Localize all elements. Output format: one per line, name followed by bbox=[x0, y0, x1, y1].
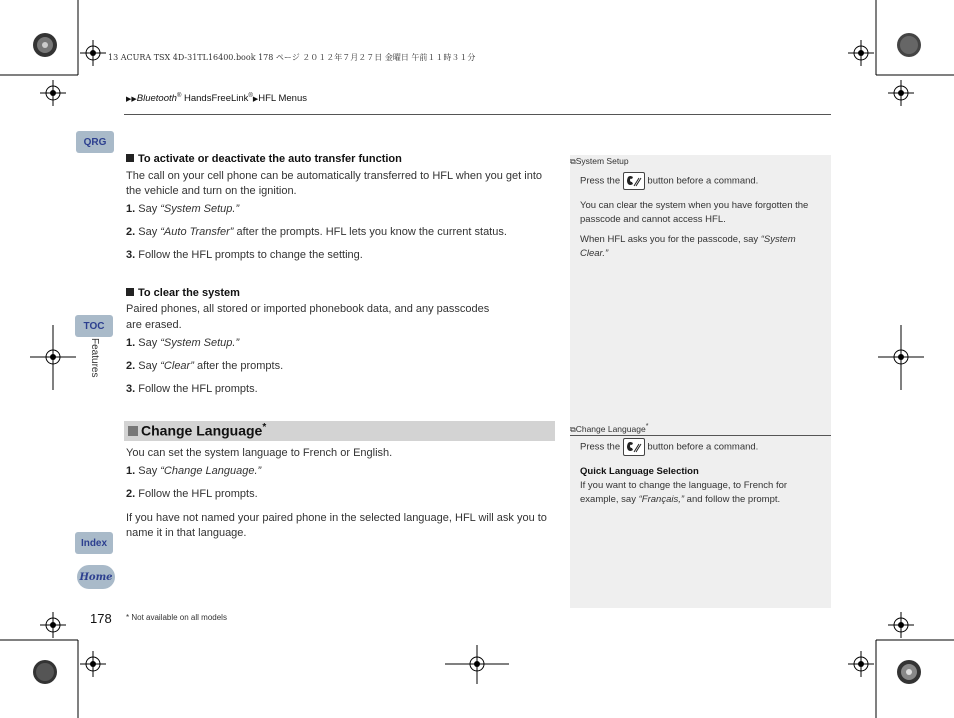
step-number: 3. bbox=[126, 383, 136, 395]
quick-language-heading bbox=[580, 465, 699, 479]
step-text: Say bbox=[135, 360, 161, 372]
step-text: Follow the HFL prompts. bbox=[135, 383, 258, 395]
header-rule bbox=[124, 114, 831, 115]
auto-transfer-step-3 bbox=[126, 248, 363, 263]
step-number: 2. bbox=[126, 360, 136, 372]
note-divider bbox=[570, 435, 831, 436]
heading-text: To activate or deactivate the auto transfer function bbox=[138, 153, 402, 165]
step-text: Say bbox=[135, 337, 161, 349]
note-text: Press the bbox=[580, 441, 623, 453]
note-text: button before a command. bbox=[644, 441, 759, 453]
clear-system-intro-2: are erased. bbox=[126, 319, 182, 331]
page-number: 178 bbox=[90, 611, 112, 626]
talk-button-icon bbox=[623, 172, 645, 190]
section-tab-features bbox=[86, 338, 106, 398]
note-marker-icon: ⧉ bbox=[570, 424, 576, 434]
breadcrumb-hfl-menus[interactable]: HFL Menus bbox=[258, 93, 307, 105]
step-text: Say bbox=[135, 203, 161, 215]
features-label: Features bbox=[89, 338, 100, 378]
auto-transfer-heading bbox=[126, 153, 402, 165]
step-number: 1. bbox=[126, 337, 136, 349]
step-number: 1. bbox=[126, 465, 136, 477]
step-text: Say bbox=[135, 226, 161, 238]
voice-command: “System Setup.” bbox=[160, 203, 240, 215]
voice-command: “Clear” bbox=[160, 360, 194, 372]
change-language-intro: You can set the system language to French or English. bbox=[126, 447, 393, 459]
voice-command: “Change Language.” bbox=[160, 465, 262, 477]
change-language-step-1 bbox=[126, 464, 261, 479]
step-text: Follow the HFL prompts. bbox=[135, 488, 258, 500]
step-text: after the prompts. bbox=[193, 360, 284, 372]
auto-transfer-intro: The call on your cell phone can be automatically transferred to HFL when you get into the vehicle and turn on the ignition. bbox=[126, 170, 542, 197]
system-setup-press bbox=[580, 172, 758, 190]
note-subheading: Quick Language Selection bbox=[580, 466, 699, 477]
clear-system-heading bbox=[126, 287, 240, 299]
note-text: button before a command. bbox=[644, 175, 759, 187]
system-setup-para-2 bbox=[580, 233, 825, 260]
change-language-section-bar bbox=[124, 421, 555, 441]
note-text: When HFL asks you for the passcode, say bbox=[580, 234, 761, 245]
step-text: Say bbox=[135, 465, 161, 477]
talk-button-icon bbox=[623, 438, 645, 456]
quick-language-para bbox=[580, 479, 825, 506]
auto-transfer-step-1 bbox=[126, 202, 239, 217]
print-slug-line: 13 ACURA TSX 4D-31TL16400.book 178 ページ ２０１２年７月２７日 金曜日 午前１１時３１分 bbox=[108, 53, 476, 62]
step-number: 3. bbox=[126, 249, 136, 261]
step-text: Follow the HFL prompts to change the setting. bbox=[135, 249, 363, 261]
section-square bbox=[128, 426, 138, 436]
footnote: * Not available on all models bbox=[126, 613, 227, 622]
availability-mark: * bbox=[262, 422, 267, 433]
note-text: If you want to change the language, to French for example, say bbox=[580, 480, 788, 505]
clear-system-intro-1: Paired phones, all stored or imported phonebook data, and any passcodes bbox=[126, 303, 490, 315]
step-number: 1. bbox=[126, 203, 136, 215]
section-title bbox=[141, 422, 266, 439]
step-number: 2. bbox=[126, 488, 136, 500]
breadcrumb-arrow: ▶ bbox=[252, 96, 259, 104]
breadcrumb-sup: ® bbox=[176, 93, 182, 99]
heading-text: To clear the system bbox=[138, 287, 240, 299]
change-language-press bbox=[580, 438, 758, 456]
toc-button[interactable]: TOC bbox=[75, 315, 113, 337]
bullet-square bbox=[126, 288, 134, 296]
home-button[interactable]: Home bbox=[77, 565, 115, 589]
qrg-button[interactable]: QRG bbox=[76, 131, 114, 153]
note-heading-text[interactable]: Change Language bbox=[575, 423, 646, 434]
section-title-text: Change Language bbox=[141, 422, 263, 439]
voice-command: “System Clear.” bbox=[580, 234, 796, 259]
breadcrumb-handsfreelink[interactable]: HandsFreeLink bbox=[181, 93, 249, 105]
clear-system-step-1 bbox=[126, 336, 239, 351]
availability-mark: * bbox=[645, 422, 649, 430]
note-text: and follow the prompt. bbox=[684, 493, 781, 505]
system-setup-para-1: You can clear the system when you have forgotten the passcode and cannot access HFL. bbox=[580, 200, 809, 225]
note-marker-icon: ⧉ bbox=[570, 157, 576, 166]
breadcrumb bbox=[126, 93, 307, 104]
change-language-step-2 bbox=[126, 487, 258, 502]
note-text: Press the bbox=[580, 175, 623, 187]
step-number: 2. bbox=[126, 226, 136, 238]
voice-command: “Français,” bbox=[638, 493, 685, 505]
auto-transfer-step-2 bbox=[126, 225, 507, 240]
clear-system-step-3 bbox=[126, 382, 258, 397]
clear-system-step-2 bbox=[126, 359, 283, 374]
breadcrumb-bluetooth[interactable]: Bluetooth bbox=[136, 93, 177, 105]
note-heading-text[interactable]: System Setup bbox=[575, 156, 629, 166]
change-language-note: If you have not named your paired phone in the selected language, HFL will ask you to name it in that language. bbox=[126, 512, 547, 539]
breadcrumb-sup: ® bbox=[248, 93, 253, 99]
bullet-square bbox=[126, 154, 134, 162]
voice-command: “System Setup.” bbox=[160, 337, 240, 349]
step-text: after the prompts. HFL lets you know the current status. bbox=[233, 226, 507, 238]
system-setup-note-heading bbox=[570, 156, 629, 167]
index-button[interactable]: Index bbox=[75, 532, 113, 554]
breadcrumb-arrow: ▶▶ bbox=[126, 96, 137, 104]
voice-command: “Auto Transfer” bbox=[160, 226, 234, 238]
change-language-note-heading bbox=[570, 422, 648, 435]
